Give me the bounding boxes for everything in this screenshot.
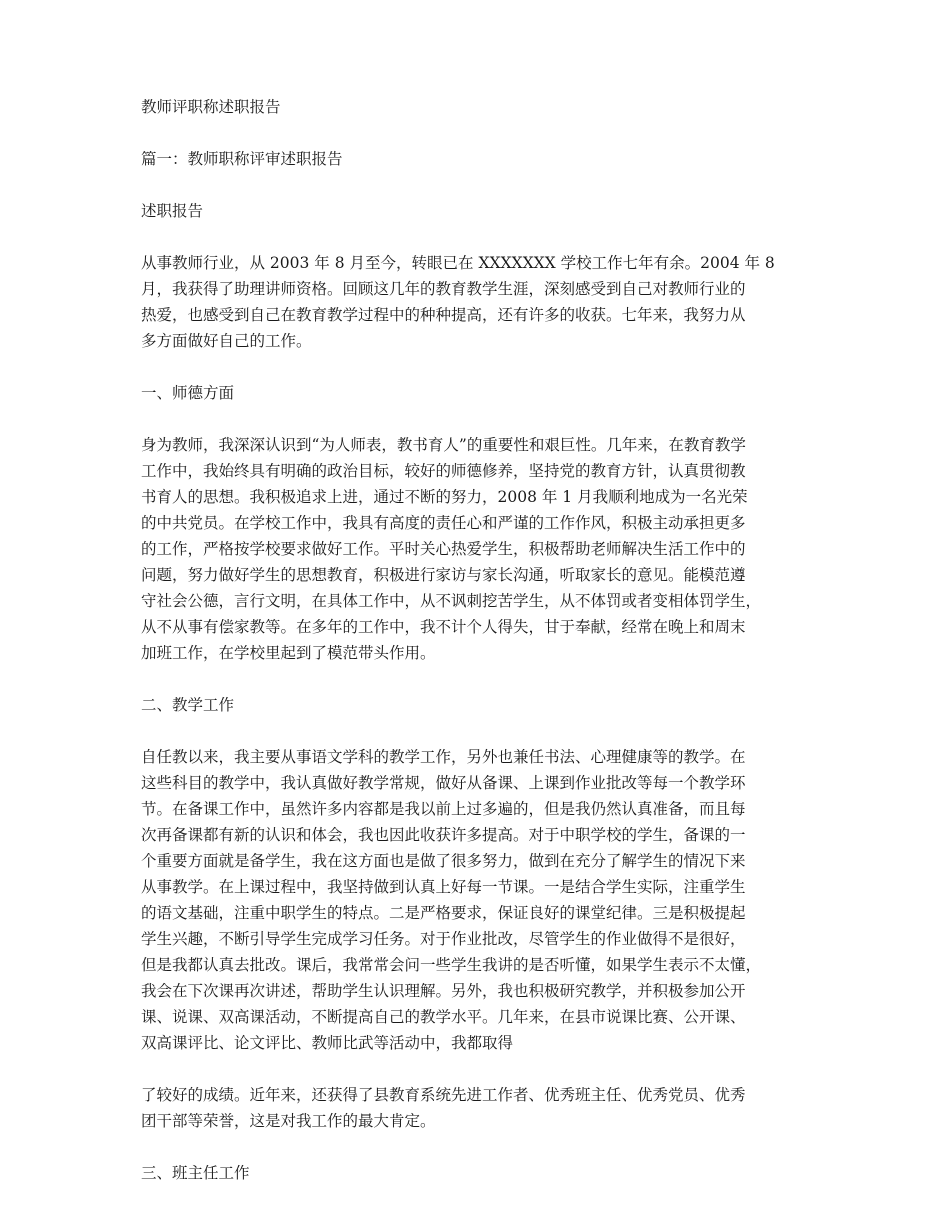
text-line: 的工作，严格按学校要求做好工作。平时关心热爱学生，积极帮助老师解决生活工作中的 (141, 540, 746, 558)
text-line: 但是我都认真去批改。课后，我常常会问一些学生我讲的是否听懂，如果学生表示不太懂， (141, 956, 762, 974)
text-line: 自任教以来，我主要从事语文学科的教学工作，另外也兼任书法、心理健康等的教学。在 (141, 748, 746, 766)
section-heading-teaching: 二、教学工作 (141, 696, 235, 714)
text-line: 这些科目的教学中，我认真做好教学常规，做好从备课、上课到作业批改等每一个教学环 (141, 774, 746, 792)
text-line: 的语文基础，注重中职学生的特点。二是严格要求，保证良好的课堂纪律。三是积极提起 (141, 904, 746, 922)
text-line: 节。在备课工作中，虽然许多内容都是我以前上过多遍的，但是我仍然认真准备，而且每 (141, 800, 746, 818)
teaching-paragraph (141, 744, 819, 1056)
text-line: 学生兴趣，不断引导学生完成学习任务。对于作业批改，尽管学生的作业做得不是很好， (141, 930, 746, 948)
text-line: 守社会公德，言行文明，在具体工作中，从不讽刺挖苦学生，从不体罚或者变相体罚学生， (141, 592, 762, 610)
document-title: 教师评职称述职报告 (141, 98, 281, 116)
document-subtitle: 篇一：教师职称评审述职报告 (141, 150, 343, 168)
text-line: 书育人的思想。我积极追求上进，通过不断的努力，2008 年 1 月我顺利地成为一名光荣 (141, 488, 748, 506)
document-page (141, 94, 819, 1212)
section-heading-class-teacher: 三、班主任工作 (141, 1164, 250, 1182)
text-line: 加班工作，在学校里起到了模范带头作用。 (141, 644, 436, 662)
text-line: 身为教师，我深深认识到“为人师表，教书育人”的重要性和艰巨性。几年来，在教育教学 (141, 436, 746, 454)
text-line: 我会在下次课再次讲述，帮助学生认识理解。另外，我也积极研究教学，并积极参加公开 (141, 982, 746, 1000)
text-line: 月，我获得了助理讲师资格。回顾这几年的教育教学生涯，深刻感受到自己对教师行业的 (141, 280, 746, 298)
intro-paragraph (141, 250, 819, 354)
text-line: 问题，努力做好学生的思想教育，积极进行家访与家长沟通，听取家长的意见。能模范遵 (141, 566, 746, 584)
text-line: 次再备课都有新的认识和体会，我也因此收获许多提高。对于中职学校的学生，备课的一 (141, 826, 746, 844)
text-line: 热爱，也感受到自己在教育教学过程中的种种提高，还有许多的收获。七年来，我努力从 (141, 306, 746, 324)
text-line: 双高课评比、论文评比、教师比武等活动中，我都取得 (141, 1034, 514, 1052)
text-line: 从不从事有偿家教等。在多年的工作中，我不计个人得失，甘于奉献，经常在晚上和周末 (141, 618, 746, 636)
text-line: 课、说课、双高课活动，不断提高自己的教学水平。几年来，在县市说课比赛、公开课、 (141, 1008, 746, 1026)
text-line: 工作中，我始终具有明确的政治目标，较好的师德修养，坚持党的教育方针，认真贯彻教 (141, 462, 746, 480)
text-line: 从事教师行业，从 2003 年 8 月至今，转眼已在 XXXXXXX 学校工作七年有余。2004 年 8 (141, 254, 775, 272)
section-heading-ethics: 一、师德方面 (141, 384, 235, 402)
text-line: 个重要方面就是备学生，我在这方面也是做了很多努力，做到在充分了解学生的情况下来 (141, 852, 746, 870)
ethics-paragraph (141, 432, 819, 666)
text-line: 的中共党员。在学校工作中，我具有高度的责任心和严谨的工作作风，积极主动承担更多 (141, 514, 746, 532)
text-line: 多方面做好自己的工作。 (141, 332, 312, 350)
text-line: 从事教学。在上课过程中，我坚持做到认真上好每一节课。一是结合学生实际，注重学生 (141, 878, 746, 896)
text-line: 团干部等荣誉，这是对我工作的最大肯定。 (141, 1112, 436, 1130)
report-label: 述职报告 (141, 202, 204, 220)
teaching-continuation-paragraph (141, 1082, 819, 1134)
text-line: 了较好的成绩。近年来，还获得了县教育系统先进工作者、优秀班主任、优秀党员、优秀 (141, 1086, 746, 1104)
